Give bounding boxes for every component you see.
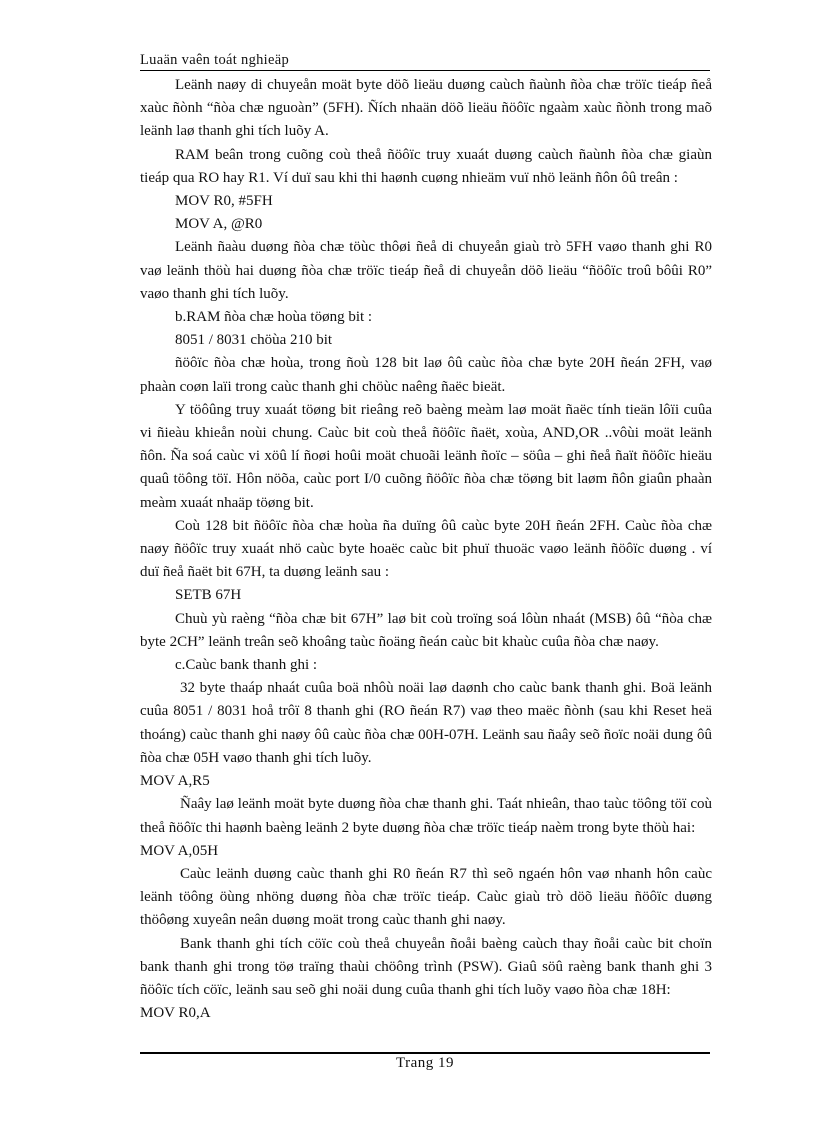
page-header-title: Luaän vaên toát nghieäp: [140, 52, 290, 68]
footer-divider: [140, 1052, 710, 1054]
code-line: MOV R0, #5FH: [175, 193, 273, 210]
paragraph: 32 byte thaáp nhaát cuûa boä nhôù noäi laø daønh cho caùc bank thanh ghi. Boä leänh cuûa 8051 / 8031 hoå trôï 8 thanh ghi (RO ñeán R7) vaø theo maëc ñònh (sau khi Reset heä thoáng) caùc thanh ghi naøy ôû caùc ñòa chæ 00H-07H. Leänh sau ñaây seõ ñoïc noäi dung ôû ñòa chæ 05H vaøo thanh ghi tích luõy.: [140, 680, 712, 766]
code-line: SETB 67H: [175, 587, 242, 604]
code-line: MOV A,R5: [140, 773, 210, 790]
code-line: MOV A, @R0: [175, 216, 263, 233]
header-divider: [140, 70, 710, 71]
paragraph: ñöôïc ñòa chæ hoùa, trong ñoù 128 bit laø ôû caùc ñòa chæ byte 20H ñeán 2FH, vaø phaàn coøn laïi trong caùc thanh ghi chöùc naêng ñaëc bieät.: [140, 355, 712, 395]
paragraph: Ñaây laø leänh moät byte duøng ñòa chæ thanh ghi. Taát nhieân, thao taùc töông töï coù theå ñöôïc thi haønh baèng leänh 2 byte duøng ñòa chæ tröïc tieáp naèm trong byte thöù hai:: [140, 796, 712, 836]
paragraph: 8051 / 8031 chöùa 210 bit: [175, 332, 333, 349]
section-heading: c.Caùc bank thanh ghi :: [175, 657, 318, 674]
paragraph: RAM beân trong cuõng coù theå ñöôïc truy xuaát duøng caùch ñaùnh ñòa chæ giaùn tieáp qua RO hay R1. Ví duï sau khi thi haønh cuøng nhieäm vuï nhö leänh ñôn ôû treân :: [140, 146, 712, 186]
paragraph: Coù 128 bit ñöôïc ñòa chæ hoùa ña duïng ôû caùc byte 20H ñeán 2FH. Caùc ñòa chæ naøy ñöôïc truy xuaát nhö caùc byte hoaëc caùc bit phuï thuoäc vaøo leänh ñöôïc duøng . ví duï ñeå ñaët bit 67H, ta duøng leänh sau :: [140, 517, 712, 581]
paragraph: Leänh ñaàu duøng ñòa chæ töùc thôøi ñeå di chuyeån giaù trò 5FH vaøo thanh ghi R0 vaø leänh thöù hai duøng ñòa chæ tröïc tieáp ñeå di chuyeån döõ lieäu “ñöôïc troû bôûi R0” vaøo thanh ghi tích luõy.: [140, 239, 712, 302]
paragraph: Chuù yù raèng “ñòa chæ bit 67H” laø bit coù troïng soá lôùn nhaát (MSB) ôû “ñòa chæ byte 2CH” leänh treân seõ khoâng taùc ñoäng ñeán caùc bit khaùc cuûa ñòa chæ naøy.: [140, 610, 712, 650]
page-number: Trang 19: [395, 1055, 455, 1071]
code-line: MOV A,05H: [140, 842, 219, 859]
document-body: [140, 74, 712, 1025]
code-line: MOV R0,A: [140, 1005, 211, 1022]
section-heading: b.RAM ñòa chæ hoùa töøng bit :: [175, 309, 373, 326]
paragraph: Bank thanh ghi tích cöïc coù theå chuyeån ñoåi baèng caùch thay ñoåi caùc bit choïn bank thanh ghi trong töø traïng thaùi chöông trình (PSW). Giaû söû raèng bank thanh ghi 3 ñöôïc tích cöïc, leänh sau seõ ghi noäi dung cuûa thanh ghi tích luõy vaøo ñòa chæ 18H:: [140, 935, 712, 998]
paragraph: Leänh naøy di chuyeån moät byte döõ lieäu duøng caùch ñaùnh ñòa chæ tröïc tieáp ñeå xaùc ñònh “ñòa chæ nguoàn” (5FH). Ñích nhaän döõ lieäu ñöôïc ngaàm xaùc ñònh trong maõ leänh laø thanh ghi tích luõy A.: [140, 77, 712, 140]
paragraph: Caùc leänh duøng caùc thanh ghi R0 ñeán R7 thì seõ ngaén hôn vaø nhanh hôn caùc leänh töông öùng nhöng duøng ñòa chæ tröïc tieáp. Caùc giaù trò döõ lieäu ñöôïc duøng thöôøng xuyeân neân duøng moät trong caùc thanh ghi naøy.: [140, 865, 712, 929]
paragraph: Y töôûng truy xuaát töøng bit rieâng reõ baèng meàm laø moät ñaëc tính tieän lôïi cuûa vi ñieàu khieån noùi chung. Caùc bit coù theå ñöôïc ñaët, xoùa, AND,OR ..vôùi moät leänh ñôn. Ña soá caùc vi xöû lí ñoøi hoûi moät chuoãi leänh ñoïc – söûa – ghi ñeå ñaït ñöôïc hieäu quaû töông töï. Hôn nöõa, caùc port I/0 cuõng ñöôïc ñòa chæ töøng bit laøm ñôn giaûn phaàn meàm xuaát nhaäp töøng bit.: [140, 401, 712, 511]
